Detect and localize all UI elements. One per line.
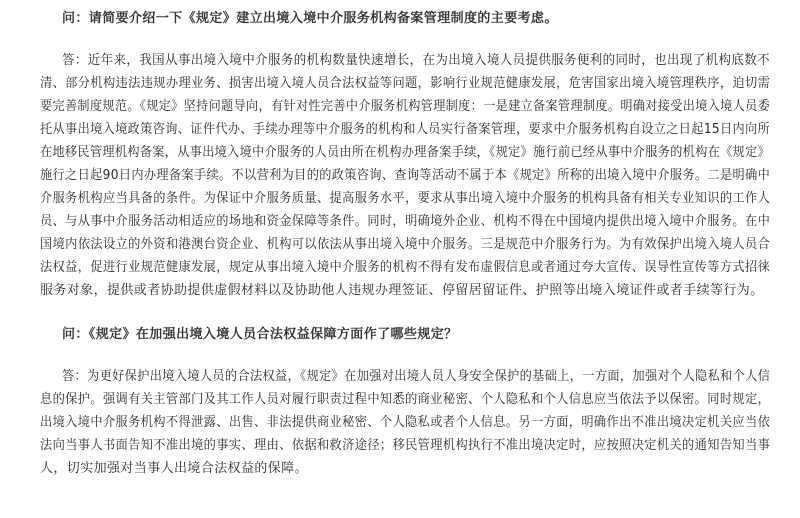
answer-2-line: 息的保护。强调有关主管部门及其工作人员对履行职责过程中知悉的商业秘密、个人隐私和个人信息应当依法予以保密。同时规定， [40,392,771,407]
answer-1-line: 员、与从事中介服务活动相适应的场地和资金保障等条件。同时，明确境外企业、机构不得在中国境内提供出境入境中介服务。在中 [40,214,771,229]
answer-1-line: 法权益，促进行业规范健康发展，规定从事出境入境中介服务的机构不得有发布虚假信息或者通过夸大宣传、误导性宣传等方式招徕 [40,260,771,275]
answer-2-line: 答：为更好保护出境入境人员的合法权益，《规定》在加强对出境人员人身安全保护的基础上，一方面，加强对个人隐私和个人信 [62,369,771,384]
answer-2-line: 出境入境中介服务机构不得泄露、出售、非法提供商业秘密、个人隐私或者个人信息。另一方面，明确作出不准出境决定机关应当依 [40,415,771,430]
question-2: 问：《规定》在加强出境入境人员合法权益保障方面作了哪些规定？ [62,327,458,342]
answer-1-line: 在地移民管理机构备案，从事出境入境中介服务的人员由所在机构办理备案手续，《规定》施行前已经从事中介服务的机构在《规定》 [40,145,771,160]
answer-1-line: 服务对象，提供或者协助提供虚假材料以及协助他人违规办理签证、停留居留证件、护照等出境入境证件或者手续等行为。 [40,283,764,298]
answer-2-line: 法向当事人书面告知不准出境的事实、理由、依据和救济途径；移民管理机构执行不准出境决定时，应按照决定机关的通知告知当事 [40,438,771,453]
answer-1-line: 施行之日起90日内办理备案手续。不以营利为目的的政策咨询、查询等活动不属于本《规定》所称的出境入境中介服务。二是明确中 [40,168,771,183]
answer-1-line: 国境内依法设立的外资和港澳台资企业、机构可以依法从事出境入境中介服务。三是规范中介服务行为。为有效保护出境入境人员合 [40,237,771,252]
question-1: 问：请简要介绍一下《规定》建立出境入境中介服务机构备案管理制度的主要考虑。 [62,11,558,26]
answer-1-line: 托从事出境入境政策咨询、证件代办、手续办理等中介服务的机构和人员实行备案管理，要求中介服务机构自设立之日起15日内向所 [40,122,771,137]
answer-1-line: 答：近年来，我国从事出境入境中介服务的机构数量快速增长，在为出境入境人员提供服务便利的同时，也出现了机构底数不 [62,53,771,68]
answer-1-line: 清、部分机构违法违规办理业务、损害出境入境人员合法权益等问题，影响行业规范健康发展，危害国家出境入境管理秩序，迫切需 [40,76,771,91]
answer-1-line: 介服务机构应当具备的条件。为保证中介服务质量、提高服务水平，要求从事出境入境中介服务的机构具备有相关专业知识的工作人 [40,191,771,206]
answer-1-line: 要完善制度规范。《规定》坚持问题导向，有针对性完善中介服务机构管理制度：一是建立备案管理制度。明确对接受出境入境人员委 [40,99,771,114]
answer-2-line: 人，切实加强对当事人出境合法权益的保障。 [40,461,309,476]
